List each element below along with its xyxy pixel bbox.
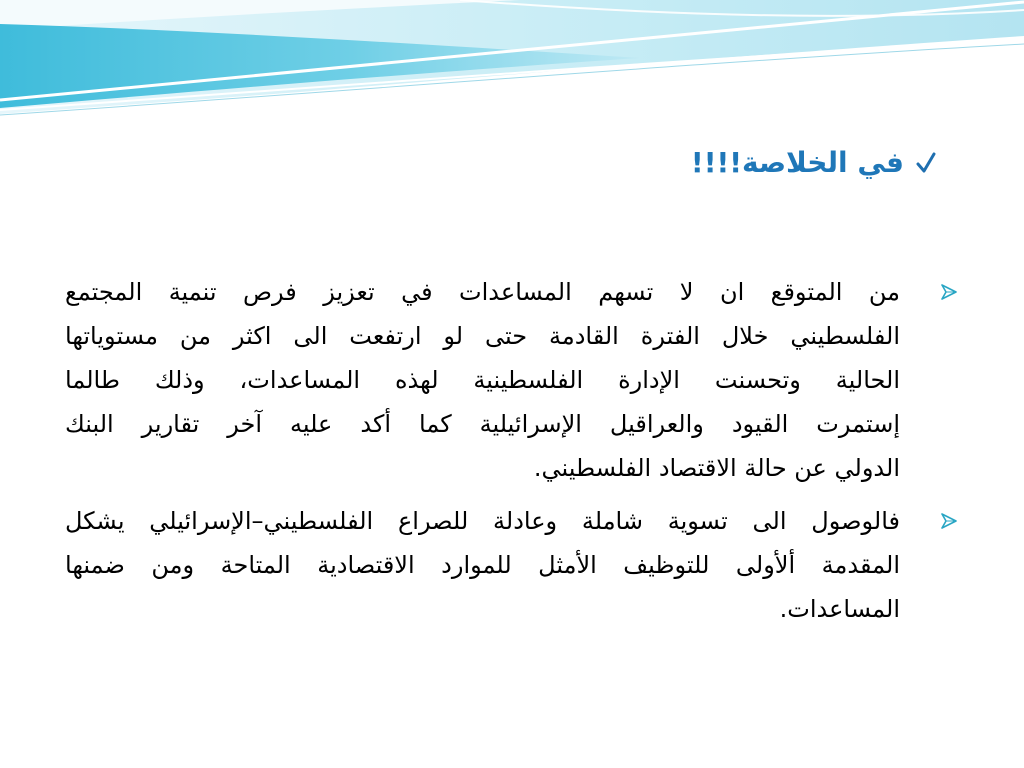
slide-title-row	[691, 143, 936, 183]
paragraph	[65, 270, 900, 490]
slide-title: في الخلاصة!!!!	[690, 146, 904, 179]
paragraph-line: المساعدات.	[779, 595, 900, 623]
header-wave-decoration	[0, 0, 1024, 130]
paragraph-line: الحالية وتحسنت الإدارة الفلسطينية لهذه المساعدات، وذلك طالما	[65, 366, 900, 394]
paragraph-line: الدولي عن حالة الاقتصاد الفلسطيني.	[533, 454, 900, 482]
slide-body	[65, 270, 900, 631]
arrowhead-bullet-icon	[941, 284, 957, 300]
paragraph-line: الفلسطيني خلال الفترة القادمة حتى لو ارتفعت الى اكثر من مستوياتها	[65, 322, 900, 350]
paragraph-line: المقدمة ألأولى للتوظيف الأمثل للموارد الاقتصادية المتاحة ومن ضمنها	[65, 551, 900, 579]
paragraph-line: إستمرت القيود والعراقيل الإسرائيلية كما أكد عليه آخر تقارير البنك	[65, 410, 900, 438]
checkmark-icon	[916, 151, 936, 175]
paragraph-line: من المتوقع ان لا تسهم المساعدات في تعزيز فرص تنمية المجتمع	[65, 278, 900, 306]
paragraph-line: فالوصول الى تسوية شاملة وعادلة للصراع الفلسطيني–الإسرائيلي يشكل	[65, 507, 900, 535]
arrowhead-bullet-icon	[941, 513, 957, 529]
paragraph	[65, 499, 900, 631]
